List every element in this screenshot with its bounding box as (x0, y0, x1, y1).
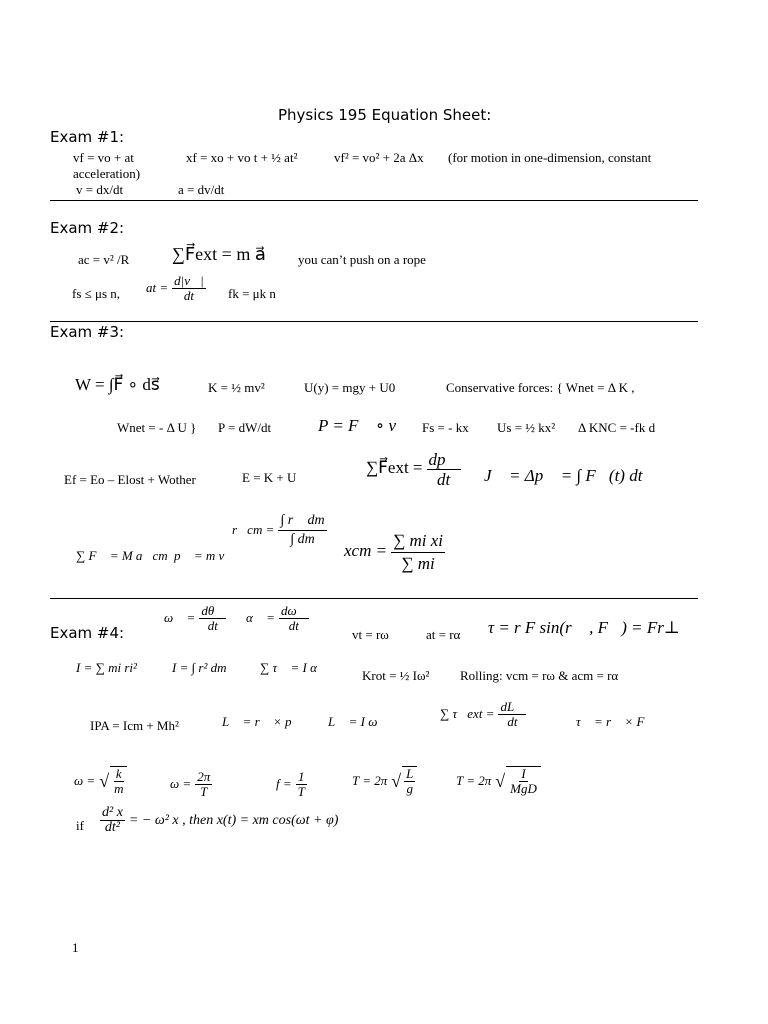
eq-parallel-axis: IPA = Icm + Mh² (90, 718, 179, 733)
exam2-header: Exam #2: (50, 219, 125, 237)
note-rope: you can’t push on a rope (298, 252, 426, 267)
divider (50, 200, 698, 201)
eq-total-energy: E = K + U (242, 470, 297, 485)
eq-potential-energy: U(y) = mgy + U0 (304, 380, 396, 395)
eq-energy-balance: Ef = Eo – Elost + Wother (64, 472, 196, 487)
eq-rcm: r⃗cm = $\frac{\int r⃗ dm}{\int dm}$ (232, 513, 325, 547)
eq-angular-velocity: ω⃗ = $\frac{d\theta⃗}{dt}$ (164, 603, 225, 633)
eq-pendulum-period: T = 2π √ $\frac{L}{g}$ (352, 766, 417, 796)
eq-power-dot: P = F⃗ ∘ v⃗ (318, 416, 410, 435)
eq-wnet: Wnet = - Δ U } (117, 420, 197, 435)
eq-rotational-ke: Krot = ½ Iω² (362, 668, 430, 683)
eq-tangential-acceleration: at = rα (426, 627, 461, 642)
eq-omega-period: ω = $\frac{2\pi}{T}$ (170, 769, 211, 799)
exam4-header: Exam #4: (50, 624, 125, 642)
eq-frequency: f = $\frac{1}{T}$ (276, 769, 305, 799)
eq-conservative-forces: Conservative forces: { Wnet = Δ K , (446, 380, 635, 395)
shm-if: if (76, 818, 84, 833)
eq-static-friction: fs ≤ μs n, (72, 286, 121, 301)
page-title: Physics 195 Equation Sheet: (278, 106, 492, 124)
eq-shm-condition: $\frac{\text{d² x}}{\text{dt²}}$ = − ω² x , then x(t) = xm cos(ωt + φ) (102, 805, 339, 835)
eq-tangential-velocity: vt = rω (352, 627, 389, 642)
eq-centripetal: ac = v² /R (78, 252, 130, 267)
note-constant-accel: (for motion in one-dimension, constant (448, 150, 652, 165)
eq-moment-inertia-sum: I = ∑ mi ri² (76, 660, 137, 675)
exam3-header: Exam #3: (50, 323, 125, 341)
eq-external-torque: ∑ τ⃗ext = $\frac{dL⃗}{dt}$ (440, 699, 525, 729)
eq-nonconservative: Δ KNC = -fk d (578, 420, 656, 435)
eq-spring-omega: ω = √ $\frac{k}{m}$ (74, 766, 127, 796)
eq-torque: τ = r F sin(r⃗ , F⃗) = Fr⊥ (488, 618, 680, 637)
eq-velocity: vf = vo + at (73, 150, 134, 165)
eq-impulse: J⃗ = Δp⃗ = ∫ F⃗(t) dt (484, 466, 643, 485)
eq-kinetic-friction: fk = μk n (228, 286, 276, 301)
eq-power: P = dW/dt (218, 420, 272, 435)
eq-momentum-force: ∑F⃗ext = $\frac{dp⃗}{dt}$ (366, 450, 459, 489)
eq-rolling: Rolling: vcm = rω & acm = rα (460, 668, 619, 683)
eq-work-integral: W = ∫F⃗ ∘ ds⃗ (75, 375, 160, 394)
eq-v-derivative: v = dx/dt (76, 182, 124, 197)
eq-momentum: p⃗ = m v⃗ (174, 548, 235, 563)
eq-a-derivative: a = dv/dt (178, 182, 225, 197)
eq-tangential-accel: at = $\frac{d|v⃗|}{dt}$ (146, 273, 204, 303)
eq-moment-inertia-integral: I = ∫ r² dm (172, 660, 227, 675)
eq-newton-second: ∑F⃗ext = m a⃗ (172, 244, 266, 264)
note-acceleration: acceleration) (73, 166, 141, 181)
eq-kinetic-energy: K = ½ mv² (208, 380, 265, 395)
eq-angular-accel: α⃗ = $\frac{d\omega⃗}{dt}$ (246, 603, 307, 633)
eq-spring-energy: Us = ½ kx² (497, 420, 556, 435)
eq-angular-momentum-inertia: L⃗ = I ω⃗ (328, 714, 388, 729)
eq-physical-pendulum-period: T = 2π √ $\frac{I}{\text{MgD}}$ (456, 766, 541, 796)
eq-xcm: xcm = $\frac{\text{∑ mi xi}}{\sum mi}$ (344, 531, 443, 573)
eq-newton-system: ∑ F⃗ = M a⃗cm (76, 548, 168, 563)
eq-position: xf = xo + vo t + ½ at² (186, 150, 298, 165)
eq-velocity-squared: vf² = vo² + 2a Δx (334, 150, 424, 165)
eq-angular-momentum-cross: L⃗ = r⃗ × p⃗ (222, 714, 302, 729)
exam1-header: Exam #1: (50, 128, 125, 146)
eq-rotational-newton: ∑ τ⃗ = I α⃗ (260, 660, 328, 675)
divider (50, 321, 698, 322)
eq-spring-force: Fs = - kx (422, 420, 469, 435)
eq-torque-cross: τ⃗ = r⃗ × F⃗ (576, 714, 655, 729)
page-number: 1 (72, 940, 79, 955)
divider (50, 598, 698, 599)
